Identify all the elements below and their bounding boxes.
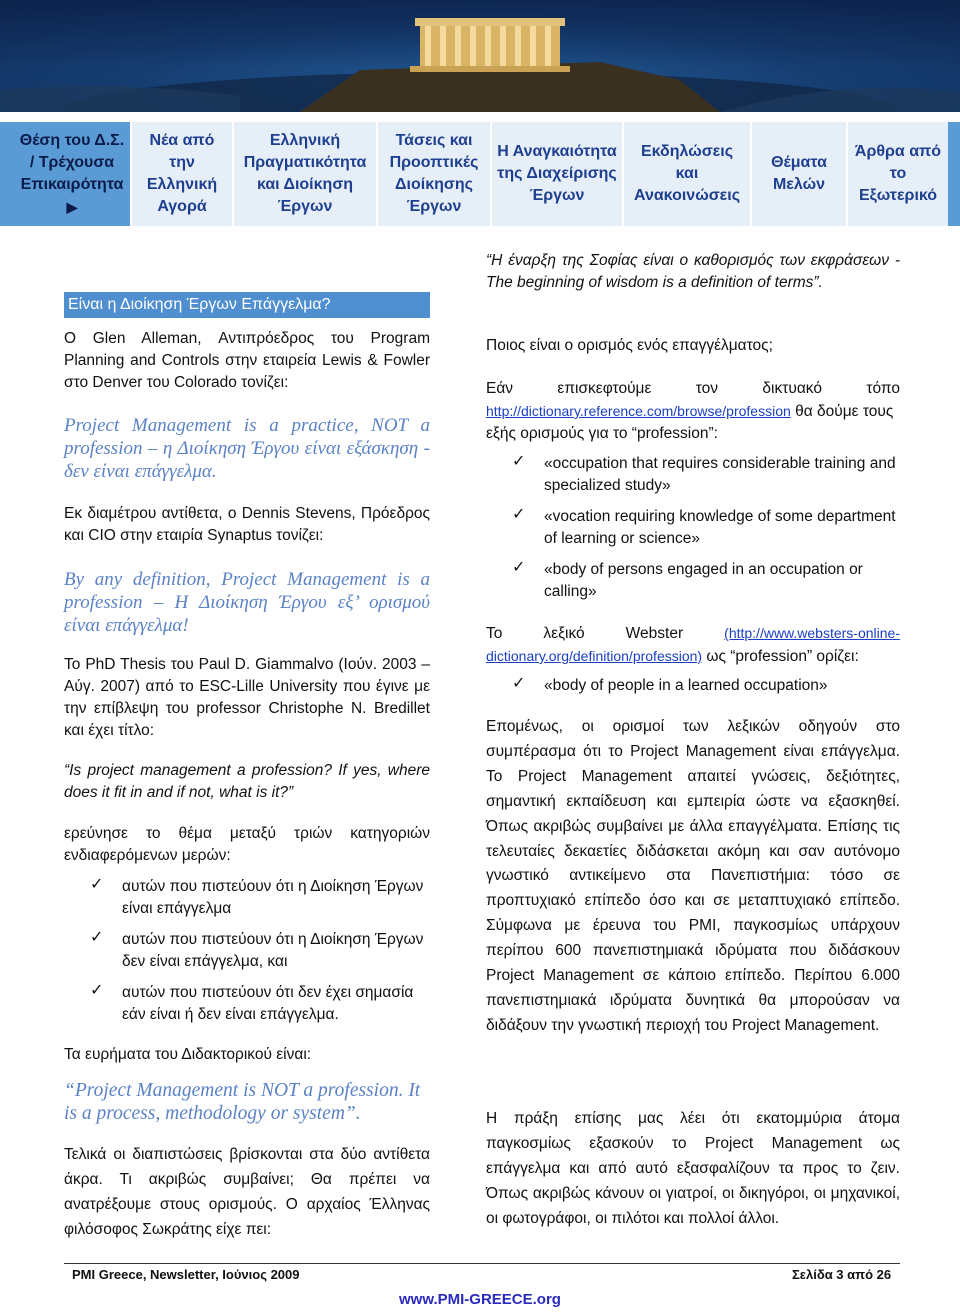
- acropolis-banner: [0, 0, 960, 112]
- left-paragraph-conclusion: Τελικά οι διαπιστώσεις βρίσκονται στα δύο αντίθετα άκρα. Τι ακριβώς συμβαίνει; Θα πρέπει να ανατρέξουμε στους ορισμούς. Ο αρχαίος Έλληνας φιλόσοφος Σωκράτης είχε πει:: [64, 1146, 430, 1238]
- webster-tail: ως “profession” ορίζει:: [702, 648, 859, 665]
- nav-item-events[interactable]: [624, 122, 750, 226]
- nav-item-member-topics[interactable]: [752, 122, 846, 226]
- webster-intro: Το λεξικό Webster: [486, 625, 725, 642]
- dictionary-tail: θα δούμε τους εξής ορισμούς για το “profession”:: [486, 403, 894, 442]
- nav-item-current-affairs[interactable]: [14, 122, 130, 226]
- list-item: «vocation requiring knowledge of some department of learning or science»: [544, 508, 896, 547]
- checkmark-icon: ✓: [512, 506, 526, 523]
- nav-label: Ελληνική Πραγματικότητα και Διοίκηση Έργων: [243, 132, 367, 215]
- dictionary-intro: Εάν επισκεφτούμε τον δικτυακό τόπο: [486, 380, 900, 397]
- checkmark-icon: ✓: [512, 559, 526, 576]
- list-item: αυτών που πιστεύουν ότι η Διοίκηση Έργων δεν είναι επάγγελμα, και: [122, 931, 424, 970]
- acropolis-illustration: [0, 0, 960, 112]
- nav-label: Εκδηλώσεις και Ανακοινώσεις: [633, 143, 741, 204]
- right-paragraph-conclusion: Επομένως, οι ορισμοί των λεξικών οδηγούν στο συμπέρασμα ότι το Project Management είναι επάγγελμα. Το Project Management απαιτεί γνώσεις, δεξιότητες, σημαντική εκπαίδευση και εμπειρία ώστε να εξασκηθεί. Όπως ακριβώς συμβαίνει με άλλα επαγγέλματα. Επίσης τις τελευταίες δεκαετίες διδάσκεται ακόμη και σαν αυτόνομο γνωστικό αντικείμενο στα Πανεπιστήμια: τόσο σε προπτυχιακό επίπεδο όσο και σε μεταπτυχιακό επίπεδο. Σύμφωνα με έρευνα του PMI, παγκοσμίως υπάρχουν περίπου 600 πανεπιστημιακά ιδρύματα που διδάσκουν Project Management σε κάποιο επίπεδο. Περίπου 6.000 πανεπιστημιακά ιδρύματα δυνητικά θα μπορούσαν να διδάξουν την γνωστική περιοχή του Project Management.: [486, 718, 900, 1034]
- thesis-title: “Is project management a profession? If yes, where does it fit in and if not, what is it?”: [64, 762, 430, 801]
- checkmark-icon: ✓: [90, 982, 104, 999]
- definition-question: Ποιος είναι ο ορισμός ενός επαγγέλματος;: [486, 337, 773, 354]
- footer-newsletter: PMI Greece, Newsletter, Ιούνιος 2009: [72, 1267, 300, 1282]
- nav-label: Νέα από την Ελληνική Αγορά: [146, 132, 218, 215]
- webster-link[interactable]: (http://www.websters-online-dictionary.org/definition/profession): [486, 625, 900, 664]
- nav-item-articles-abroad[interactable]: [848, 122, 948, 226]
- play-arrow-icon: ▶: [66, 199, 78, 215]
- footer-divider: [64, 1263, 900, 1264]
- socrates-quote: “Η έναρξη της Σοφίας είναι ο καθορισμός των εκφράσεων - The beginning of wisdom is a definition of terms”.: [486, 252, 900, 291]
- list-item: «body of persons engaged in an occupation or calling»: [544, 561, 863, 600]
- checkmark-icon: ✓: [512, 453, 526, 470]
- list-item: αυτών που πιστεύουν ότι δεν έχει σημασία εάν είναι ή δεν είναι επάγγελμα.: [122, 984, 414, 1023]
- list-item: «occupation that requires considerable training and specialized study»: [544, 455, 896, 494]
- footer-site-link[interactable]: www.PMI-GREECE.org: [399, 1291, 561, 1308]
- checkmark-icon: ✓: [512, 675, 526, 692]
- checkmark-icon: ✓: [90, 876, 104, 893]
- dictionary-link[interactable]: http://dictionary.reference.com/browse/profession: [486, 403, 791, 419]
- nav-label: Θέση του Δ.Σ. / Τρέχουσα Επικαιρότητα: [19, 132, 125, 193]
- right-paragraph-practice: Η πράξη επίσης μας λέει ότι εκατομμύρια άτομα παγκοσμίως εξασκούν το Project Management ως επάγγελμα και από αυτό εξασφαλίζουν τα προς το ζειν. Όπως ακριβώς κάνουν οι γιατροί, οι δικηγόροι, οι μηχανικοί, οι φωτογράφοι, οι πιλότοι και πολλοί άλλοι.: [486, 1110, 900, 1227]
- footer-page-number: Σελίδα 3 από 26: [792, 1267, 892, 1282]
- nav-label: Τάσεις και Προοπτικές Διοίκησης Έργων: [389, 132, 479, 215]
- quote-findings: “Project Management is NOT a profession. It is a process, methodology or system”.: [64, 1080, 421, 1124]
- left-paragraph-stakeholders: ερεύνησε το θέμα μεταξύ τριών κατηγοριών ενδιαφερόμενων μερών:: [64, 825, 430, 864]
- checkmark-icon: ✓: [90, 929, 104, 946]
- left-paragraph-stevens: Εκ διαμέτρου αντίθετα, ο Dennis Stevens, Πρόεδρος και CIO στην εταιρία Synaptus τονίζει:: [64, 505, 430, 544]
- quote-alleman: Project Management is a practice, NOT a profession – η Διοίκηση Έργου είναι εξάσκηση - δεν είναι επάγγελμα.: [64, 415, 430, 482]
- left-paragraph-findings: Τα ευρήματα του Διδακτορικού είναι:: [64, 1046, 312, 1063]
- nav-item-trends[interactable]: [378, 122, 490, 226]
- nav-item-necessity[interactable]: [492, 122, 622, 226]
- section-nav: [0, 122, 960, 226]
- nav-item-greek-reality[interactable]: [234, 122, 376, 226]
- nav-label: Η Αναγκαιότητα της Διαχείρισης Έργων: [497, 143, 617, 204]
- list-item: «body of people in a learned occupation»: [544, 677, 828, 694]
- dictionary-paragraph: [486, 378, 900, 445]
- left-paragraph-alleman: Ο Glen Alleman, Αντιπρόεδρος του Program Planning and Controls στην εταιρεία Lewis & Fowler στο Denver του Colorado τονίζει:: [64, 330, 430, 391]
- left-paragraph-thesis: Το PhD Thesis του Paul D. Giammalvo (Ιούν. 2003 – Αύγ. 2007) από το ESC-Lille University που έγινε με την επίβλεψη του professor Christophe N. Bredillet και έχει τίτλο:: [64, 656, 430, 739]
- nav-item-greek-market[interactable]: [132, 122, 232, 226]
- nav-label: Θέματα Μελών: [771, 154, 827, 193]
- article-heading: Είναι η Διοίκηση Έργων Επάγγελμα?: [64, 292, 430, 318]
- webster-paragraph: [486, 622, 900, 668]
- quote-stevens: By any definition, Project Management is a profession – Η Διοίκηση Έργου εξ’ ορισμού είναι επάγγελμα!: [64, 569, 430, 636]
- nav-label: Άρθρα από το Εξωτερικό: [854, 143, 942, 204]
- list-item: αυτών που πιστεύουν ότι η Διοίκηση Έργων είναι επάγγελμα: [122, 878, 424, 917]
